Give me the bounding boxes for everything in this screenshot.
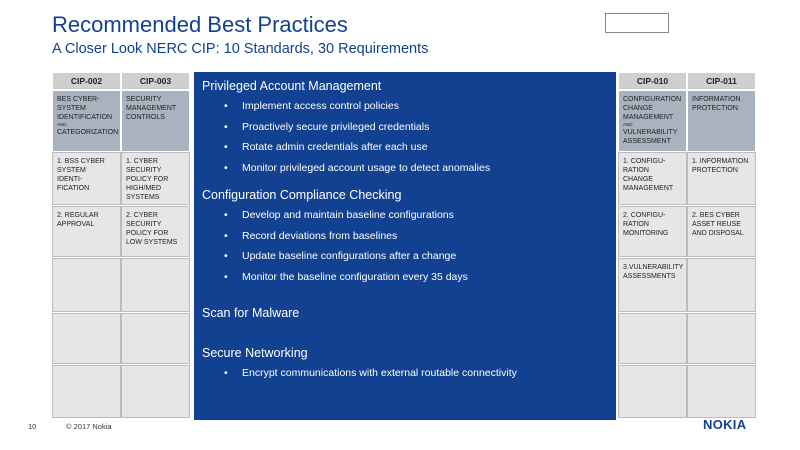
- placeholder-box: [605, 13, 669, 33]
- empty-cell: [121, 258, 190, 312]
- empty-cell: [618, 365, 687, 418]
- section-configuration-compliance: [202, 187, 616, 284]
- bullet-text: Proactively secure privileged credentials: [242, 120, 430, 133]
- bullet-icon: •: [224, 270, 228, 283]
- bullet-list: [202, 100, 616, 175]
- bullet-item: [202, 141, 616, 154]
- bullet-list: [202, 367, 616, 380]
- bullet-text: Rotate admin credentials after each use: [242, 141, 428, 153]
- bullet-item: [202, 162, 616, 175]
- description-text: SECURITY MANAGEMENT CONTROLS: [126, 96, 177, 121]
- bullet-item: [202, 100, 616, 113]
- empty-cell: [52, 365, 121, 418]
- description-text: VULNERABILITY ASSESSMENT: [623, 129, 678, 145]
- bullet-icon: •: [224, 100, 228, 112]
- slide-title: Recommended Best Practices: [52, 12, 348, 37]
- nokia-logo: NOKIA: [703, 417, 747, 432]
- bullet-item: [202, 209, 616, 222]
- section-title: Privileged Account Management: [202, 79, 382, 93]
- bullet-icon: •: [224, 141, 228, 153]
- empty-cell: [687, 258, 756, 312]
- bullet-text: Implement access control policies: [242, 100, 399, 112]
- column-description: [618, 90, 687, 152]
- description-text: BES CYBER- SYSTEM IDENTIFICATION: [57, 96, 113, 121]
- section-title: Scan for Malware: [202, 306, 300, 320]
- bullet-text: Encrypt communications with external routable connectivity: [242, 367, 517, 379]
- requirement-cell: 2. REGULAR APPROVAL: [52, 206, 121, 257]
- bullet-item: [202, 121, 616, 134]
- bullet-icon: •: [224, 229, 228, 242]
- requirement-cell: 1. INFORMATION PROTECTION: [687, 152, 756, 205]
- empty-cell: [687, 365, 756, 418]
- section-secure-networking: [202, 345, 616, 380]
- bullet-text: Update baseline configurations after a change: [242, 250, 457, 262]
- empty-cell: [52, 313, 121, 364]
- bullet-item: [202, 271, 616, 284]
- column-description: [121, 90, 190, 152]
- column-header: CIP-003: [121, 72, 190, 90]
- requirement-cell: 2. CYBER SECURITY POLICY FOR LOW SYSTEMS: [121, 206, 190, 257]
- requirement-cell: 1. CYBER SECURITY POLICY FOR HIGH/MED SYSTEMS: [121, 152, 190, 205]
- requirement-cell: 1. CONFIGU- RATION CHANGE MANAGEMENT: [618, 152, 687, 205]
- empty-cell: [687, 313, 756, 364]
- bullet-list: [202, 209, 616, 284]
- bullet-icon: •: [224, 250, 228, 262]
- bullet-text: Monitor the baseline configuration every 35 days: [242, 270, 468, 283]
- empty-cell: [121, 365, 190, 418]
- empty-cell: [618, 313, 687, 364]
- requirement-cell: 2. BES CYBER ASSET REUSE AND DISPOSAL: [687, 206, 756, 257]
- column-header: CIP-010: [618, 72, 687, 90]
- best-practices-panel: [194, 72, 616, 420]
- description-conjunction: AND: [623, 122, 633, 127]
- bullet-item: [202, 230, 616, 243]
- description-text: INFORMATION PROTECTION: [692, 96, 741, 112]
- section-scan-malware: [202, 305, 616, 321]
- bullet-icon: •: [224, 120, 228, 133]
- column-header: CIP-011: [687, 72, 756, 90]
- description-text: CATEGORIZATION: [57, 129, 119, 136]
- bullet-icon: •: [224, 209, 228, 221]
- bullet-item: [202, 250, 616, 263]
- requirement-cell: 3.VULNERABILITY ASSESSMENTS: [618, 258, 687, 312]
- bullet-icon: •: [224, 161, 228, 174]
- slide-subtitle: A Closer Look NERC CIP: 10 Standards, 30 Requirements: [52, 41, 429, 57]
- section-title: Configuration Compliance Checking: [202, 188, 402, 202]
- section-title: Secure Networking: [202, 346, 308, 360]
- page-number: 10: [28, 422, 37, 431]
- copyright: © 2017 Nokia: [66, 422, 112, 431]
- empty-cell: [121, 313, 190, 364]
- description-text: CONFIGURATION CHANGE MANAGEMENT: [623, 96, 682, 121]
- bullet-text: Develop and maintain baseline configurations: [242, 209, 454, 221]
- bullet-text: Monitor privileged account usage to detect anomalies: [242, 161, 491, 174]
- column-header: CIP-002: [52, 72, 121, 90]
- description-conjunction: AND: [57, 122, 67, 127]
- column-description: [52, 90, 121, 152]
- requirement-cell: 1. BSS CYBER SYSTEM IDENTI- FICATION: [52, 152, 121, 205]
- bullet-item: [202, 367, 616, 380]
- bullet-icon: •: [224, 367, 228, 379]
- column-description: [687, 90, 756, 152]
- empty-cell: [52, 258, 121, 312]
- requirement-cell: 2. CONFIGU- RATION MONITORING: [618, 206, 687, 257]
- section-privileged-account: [202, 78, 616, 175]
- bullet-text: Record deviations from baselines: [242, 229, 398, 242]
